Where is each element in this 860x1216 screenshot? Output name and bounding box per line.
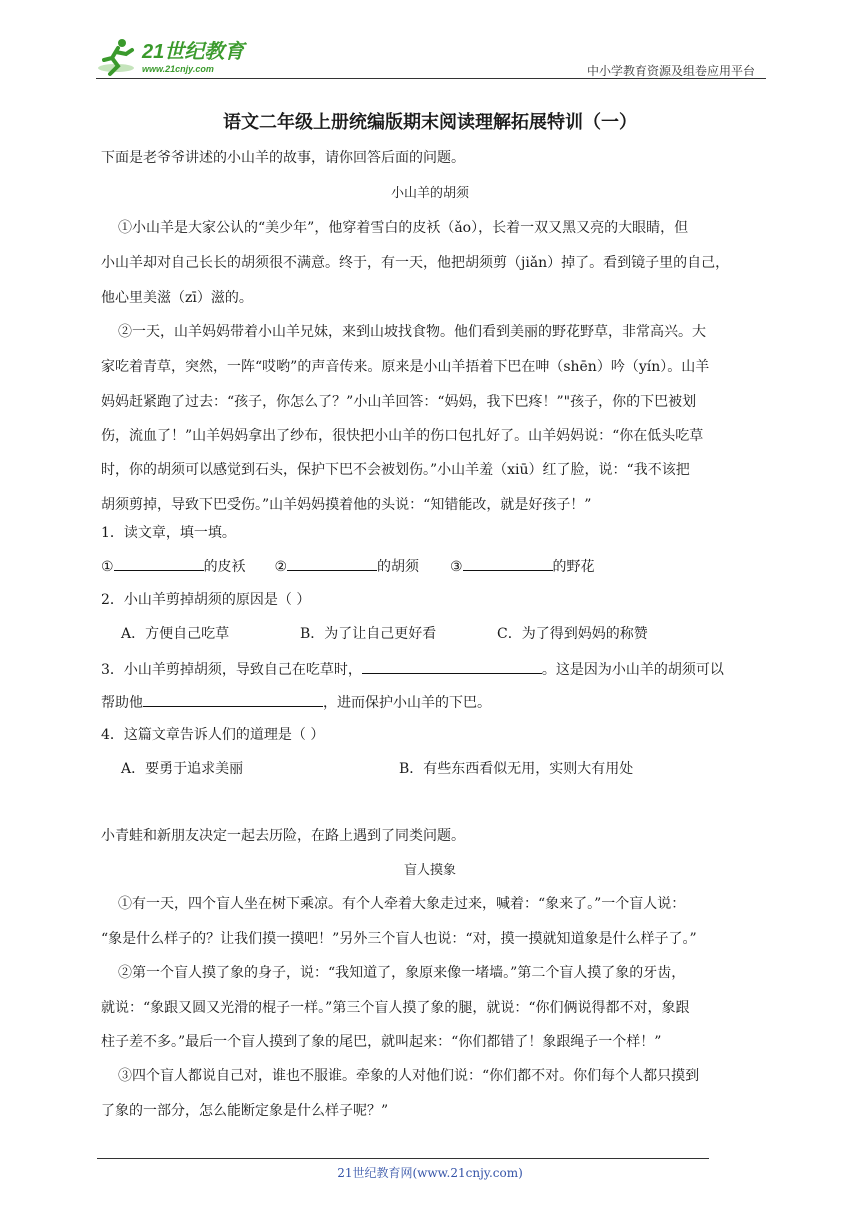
marker-3: ③ bbox=[449, 559, 463, 575]
intro-text-2: 小青蛙和新朋友决定一起去历险，在路上遇到了同类问题。 bbox=[101, 828, 465, 844]
option-2b[interactable]: B．为了让自己更好看 bbox=[300, 626, 437, 642]
question-3-line-2 bbox=[101, 692, 491, 713]
answer-blank-2[interactable] bbox=[287, 556, 377, 571]
footer-divider bbox=[97, 1158, 709, 1159]
answer-blank-3[interactable] bbox=[463, 556, 553, 571]
page-title: 语文二年级上册统编版期末阅读理解拓展特训（一） bbox=[223, 112, 637, 133]
story1-line: 他心里美滋（zī）滋的。 bbox=[101, 290, 253, 306]
header-platform-text: 中小学教育资源及组卷应用平台 bbox=[586, 64, 755, 78]
answer-blank-q3-2[interactable] bbox=[143, 692, 323, 707]
story1-line: 小山羊却对自己长长的胡须很不满意。终于，有一天，他把胡须剪（jiǎn）掉了。看到镜子里的自己， bbox=[101, 255, 730, 271]
question-1: 1．读文章，填一填。 bbox=[101, 525, 236, 541]
story2-line: 就说：“象跟又圆又光滑的棍子一样。”第三个盲人摸了象的腿，就说：“你们俩说得都不对，象跟 bbox=[101, 1000, 690, 1016]
story1-line: 伤，流血了！”山羊妈妈拿出了纱布，很快把小山羊的伤口包扎好了。山羊妈妈说：“你在低头吃草 bbox=[101, 428, 704, 444]
story1-line: 胡须剪掉，导致下巴受伤。”山羊妈妈摸着他的头说：“知错能改，就是好孩子！” bbox=[101, 497, 592, 513]
question-3-line-1 bbox=[101, 659, 724, 680]
header-divider bbox=[96, 78, 766, 79]
story2-line: ②第一个盲人摸了象的身子，说：“我知道了，象原来像一堵墙。”第二个盲人摸了象的牙齿， bbox=[118, 965, 686, 981]
blank-suffix-1: 的皮袄 bbox=[203, 559, 246, 575]
answer-blank-1[interactable] bbox=[114, 556, 204, 571]
intro-text-1: 下面是老爷爷讲述的小山羊的故事，请你回答后面的问题。 bbox=[101, 150, 465, 166]
question-3-text-d: ，进而保护小山羊的下巴。 bbox=[323, 695, 491, 711]
question-4: 4．这篇文章告诉人们的道理是（ ） bbox=[101, 727, 325, 743]
blank-suffix-2: 的胡须 bbox=[377, 559, 420, 575]
question-1-blanks bbox=[101, 556, 595, 577]
question-2: 2．小山羊剪掉胡须的原因是（ ） bbox=[101, 592, 311, 608]
story1-line: 妈妈赶紧跑了过去：“孩子，你怎么了？”小山羊回答：“妈妈，我下巴疼！”"孩子，你的下巴被划 bbox=[101, 394, 697, 410]
marker-2: ② bbox=[274, 559, 288, 575]
story1-line: ②一天，山羊妈妈带着小山羊兄妹，来到山坡找食物。他们看到美丽的野花野草，非常高兴。大 bbox=[118, 324, 706, 340]
answer-blank-q3-1[interactable] bbox=[362, 659, 542, 674]
story2-line: “象是什么样子的？让我们摸一摸吧！”另外三个盲人也说：“对，摸一摸就知道象是什么样子了。” bbox=[101, 931, 697, 947]
option-2a[interactable]: A．方便自己吃草 bbox=[121, 626, 230, 642]
story2-line: ③四个盲人都说自己对，谁也不服谁。牵象的人对他们说：“你们都不对。你们每个人都只摸到 bbox=[118, 1068, 700, 1084]
story1-line: ①小山羊是大家公认的“美少年”，他穿着雪白的皮袄（ǎo），长着一双又黑又亮的大眼睛，但 bbox=[118, 220, 689, 236]
story2-line: 了象的一部分，怎么能断定象是什么样子呢？” bbox=[101, 1103, 389, 1119]
option-4a[interactable]: A．要勇于追求美丽 bbox=[121, 761, 244, 777]
story1-line: 家吃着青草，突然，一阵“哎哟”的声音传来。原来是小山羊捂着下巴在呻（shēn）吟（yín）。山羊 bbox=[101, 359, 710, 375]
logo-url: www.21cnjy.com bbox=[142, 64, 214, 74]
blank-suffix-3: 的野花 bbox=[552, 559, 595, 575]
story2-line: ①有一天，四个盲人坐在树下乘凉。有个人牵着大象走过来，喊着：“象来了。”一个盲人说： bbox=[118, 896, 686, 912]
story2-title: 盲人摸象 bbox=[403, 863, 456, 878]
marker-1: ① bbox=[101, 559, 114, 575]
runner-icon bbox=[98, 39, 134, 74]
footer-link[interactable]: 21世纪教育网(www.21cnjy.com) bbox=[337, 1166, 523, 1180]
logo-text: 21世纪教育 bbox=[142, 41, 245, 63]
logo bbox=[96, 36, 256, 80]
question-3-text-b: 。这是因为小山羊的胡须可以 bbox=[541, 662, 724, 678]
question-3-text-c: 帮助他 bbox=[101, 695, 143, 711]
option-2c[interactable]: C．为了得到妈妈的称赞 bbox=[497, 626, 648, 642]
story1-title: 小山羊的胡须 bbox=[390, 186, 469, 201]
story1-line: 时，你的胡须可以感觉到石头，保护下巴不会被划伤。”小山羊羞（xiū）红了脸，说：“我不该把 bbox=[101, 462, 690, 478]
question-3-text-a: 3．小山羊剪掉胡须，导致自己在吃草时， bbox=[101, 662, 362, 678]
story2-line: 柱子差不多。”最后一个盲人摸到了象的尾巴，就叫起来：“你们都错了！象跟绳子一个样！” bbox=[101, 1034, 662, 1050]
option-4b[interactable]: B．有些东西看似无用，实则大有用处 bbox=[399, 761, 634, 777]
